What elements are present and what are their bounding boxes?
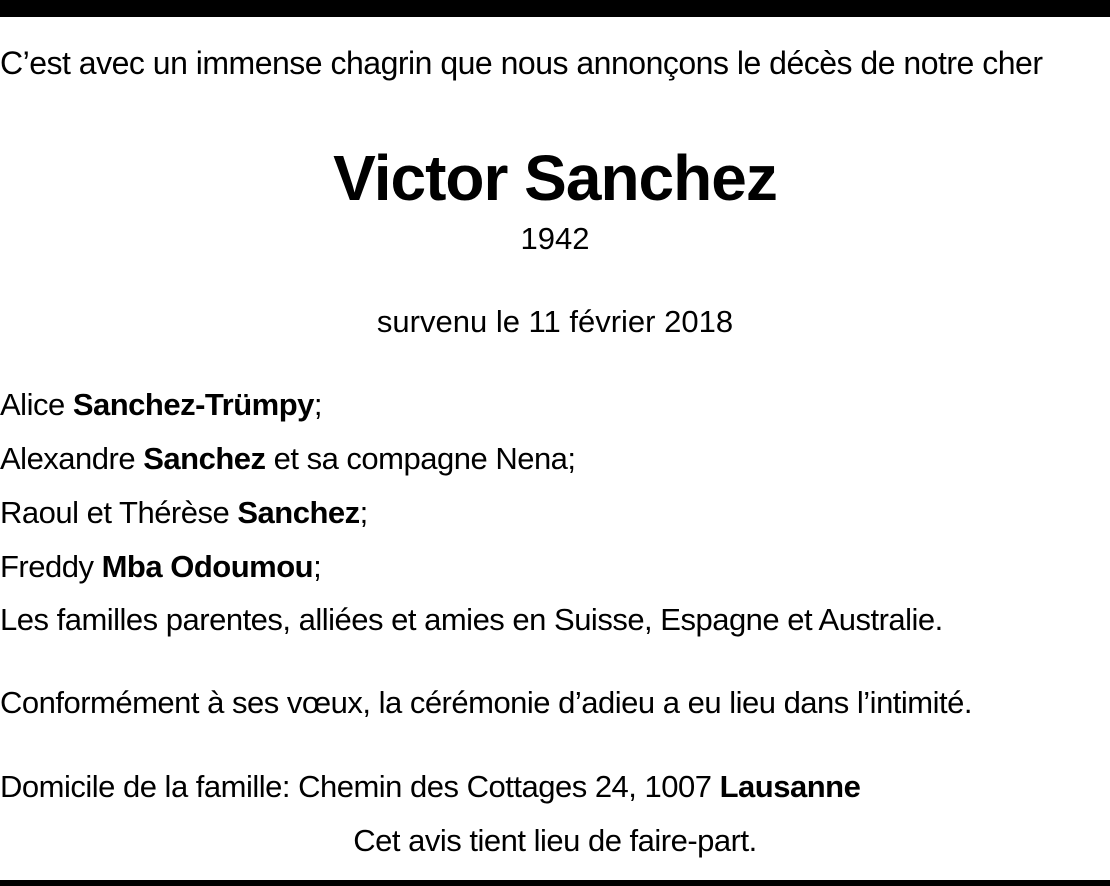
line-suffix: et sa compagne Nena; [265,441,576,476]
line-suffix: ; [359,495,368,530]
surname: Sanchez [237,495,360,530]
relatives-line: Les familles parentes, alliées et amies en Suisse, Espagne et Australie. [0,602,943,637]
death-date-line: survenu le 11 février 2018 [376,304,734,339]
family-address [0,768,860,806]
address-city: Lausanne [719,769,861,804]
family-member-line [0,494,368,532]
line-suffix: ; [313,549,322,584]
surname: Mba Odoumou [101,549,314,584]
family-member-line [0,548,321,586]
surname: Sanchez [143,441,266,476]
bottom-border-rule [0,880,1110,886]
address-prefix: Domicile de la famille: Chemin des Cottages 24, 1007 [0,769,720,804]
notice-line: Cet avis tient lieu de faire-part. [353,823,757,858]
given-name: Alexandre [0,441,144,476]
intro-text: C’est avec un immense chagrin que nous annonçons le décès de notre cher [0,45,1043,81]
given-name: Freddy [0,549,102,584]
line-suffix: ; [313,387,322,422]
family-member-line [0,440,576,478]
top-border-rule [0,0,1110,17]
surname: Sanchez-Trümpy [72,387,314,422]
ceremony-line: Conformément à ses vœux, la cérémonie d’adieu a eu lieu dans l’intimité. [0,685,972,720]
deceased-name: Victor Sanchez [333,142,777,214]
given-name: Alice [0,387,73,422]
family-member-line [0,386,322,424]
birth-year: 1942 [520,221,590,256]
given-name: Raoul et Thérèse [0,495,238,530]
